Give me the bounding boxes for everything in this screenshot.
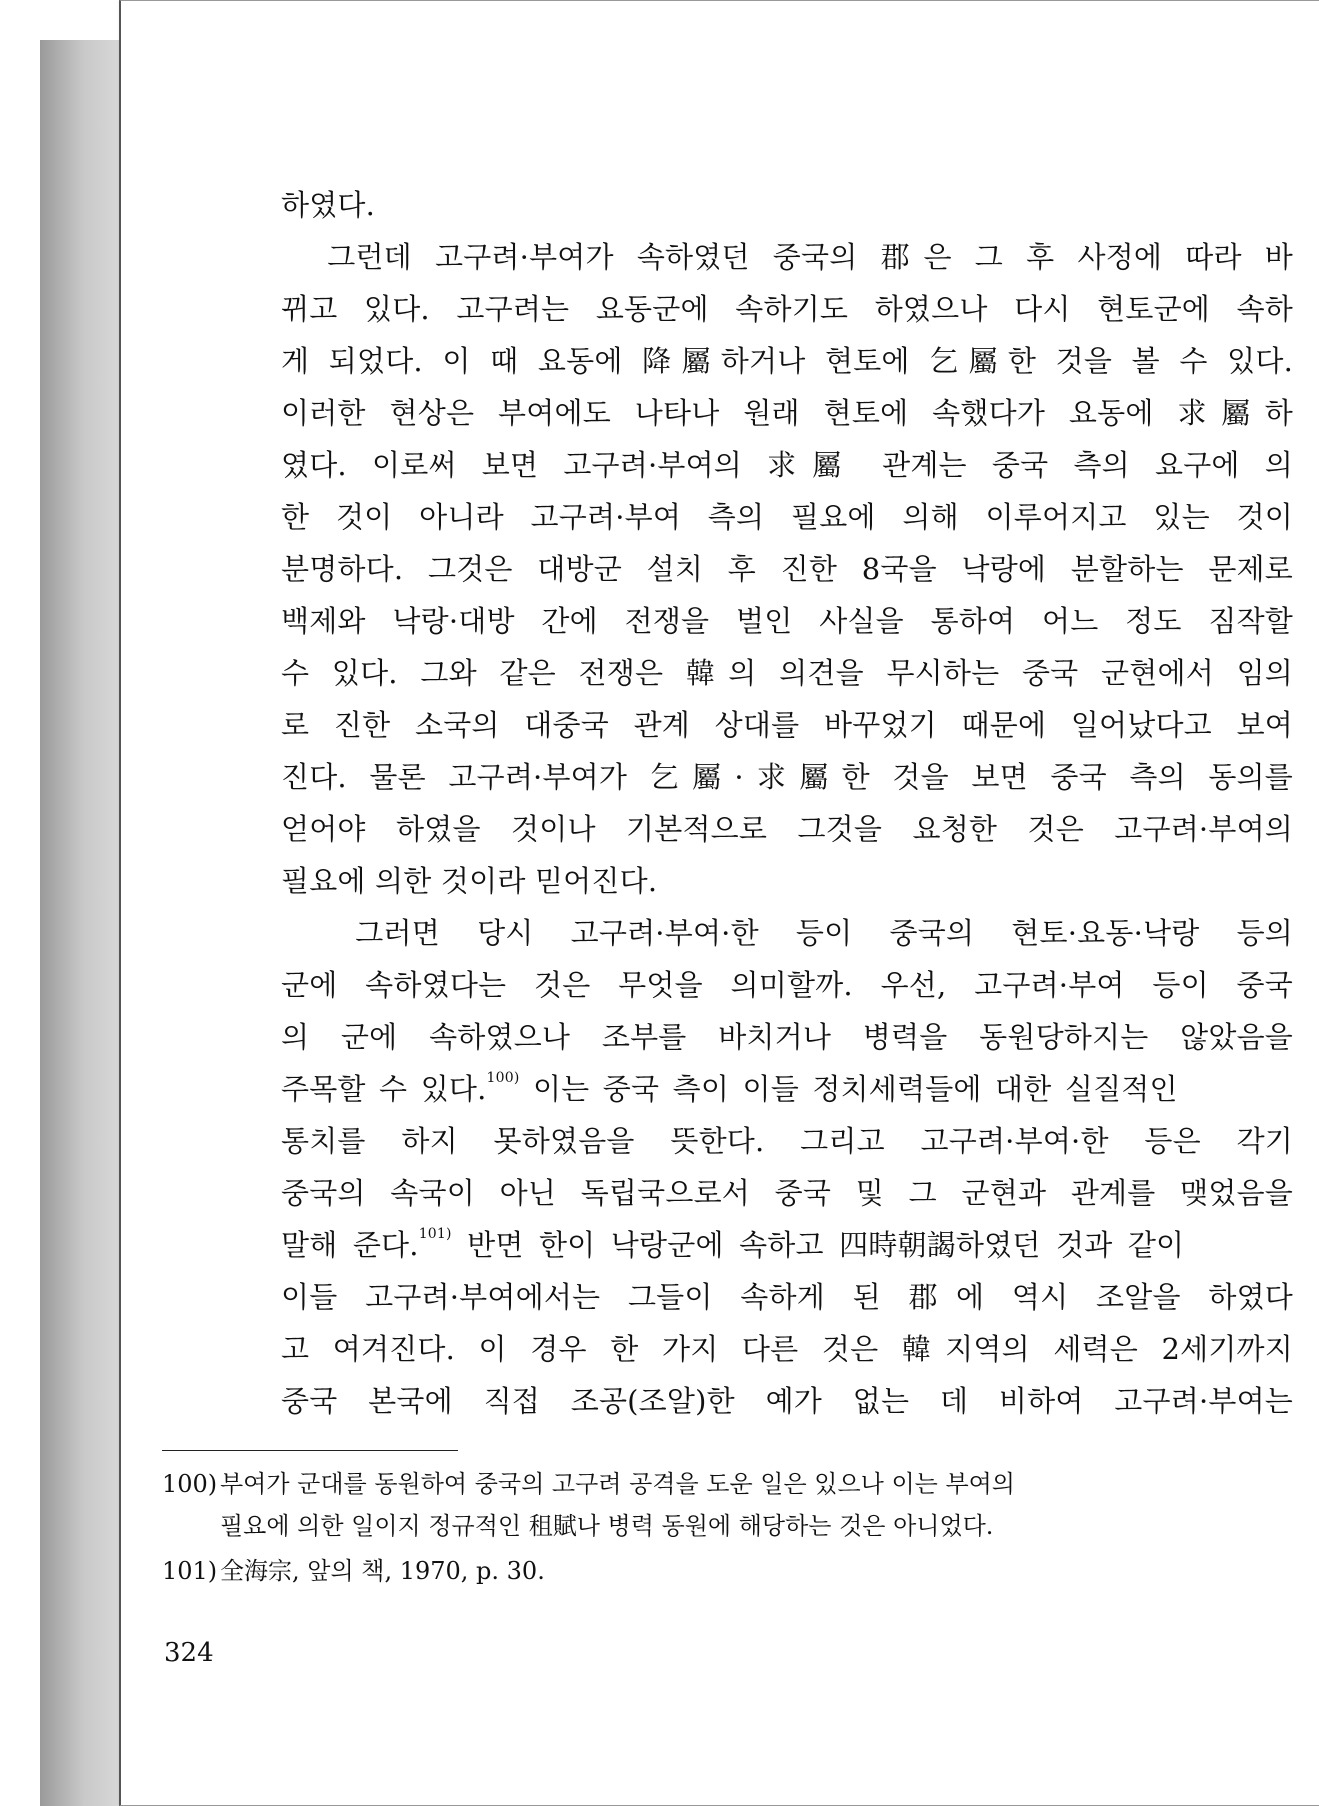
body-line-with-footnote-101: [281, 1219, 1293, 1271]
body-text-segment: 반면 한이 낙랑군에 속하고 四時朝謁하였던 것과 같이: [451, 1228, 1185, 1262]
body-line: 이러한 현상은 부여에도 나타나 원래 현토에 속했다가 요동에 求屬하: [281, 396, 1293, 430]
footnote-text: 부여가 군대를 동원하여 중국의 고구려 공격을 도운 일은 있으나 이는 부여의: [220, 1470, 1015, 1498]
body-line-with-footnote-100: [281, 1063, 1293, 1115]
body-text-segment: 이는 중국 측이 이들 정치세력들에 대한 실질적인: [519, 1072, 1178, 1106]
body-line: 뀌고 있다. 고구려는 요동군에 속하기도 하였으나 다시 현토군에 속하: [281, 292, 1293, 326]
body-text-segment: 말해 준다.: [281, 1228, 419, 1262]
body-text-segment: 주목할 수 있다.: [281, 1072, 487, 1106]
page-number: 324: [164, 1638, 214, 1668]
footnote-text: 全海宗, 앞의 책, 1970, p. 30.: [220, 1557, 545, 1585]
body-line: 하였다.: [281, 188, 376, 222]
body-line: 였다. 이로써 보면 고구려·부여의 求屬 관계는 중국 측의 요구에 의: [281, 448, 1293, 482]
body-line: 통치를 하지 못하였음을 뜻한다. 그리고 고구려·부여·한 등은 각기: [281, 1124, 1293, 1158]
body-line: 그런데 고구려·부여가 속하였던 중국의 郡은 그 후 사정에 따라 바: [281, 240, 1293, 274]
body-line: 한 것이 아니라 고구려·부여 측의 필요에 의해 이루어지고 있는 것이: [281, 500, 1293, 534]
body-line: 수 있다. 그와 같은 전쟁은 韓의 의견을 무시하는 중국 군현에서 임의: [281, 656, 1293, 690]
footnote-number: 100): [162, 1470, 218, 1498]
body-line: 그러면 당시 고구려·부여·한 등이 중국의 현토·요동·낙랑 등의: [281, 916, 1293, 950]
footnote-number: 101): [162, 1557, 218, 1585]
body-line: 진다. 물론 고구려·부여가 乞屬·求屬한 것을 보면 중국 측의 동의를: [281, 760, 1293, 794]
footnote-ref-101[interactable]: 101): [418, 1226, 452, 1242]
body-line: 고 여겨진다. 이 경우 한 가지 다른 것은 韓지역의 세력은 2세기까지: [281, 1332, 1293, 1366]
body-line: 분명하다. 그것은 대방군 설치 후 진한 8국을 낙랑에 분할하는 문제로: [281, 552, 1293, 586]
body-line: 군에 속하였다는 것은 무엇을 의미할까. 우선, 고구려·부여 등이 중국: [281, 968, 1293, 1002]
footnote-100-continued: 필요에 의한 일이지 정규적인 租賦나 병력 동원에 해당하는 것은 아니었다.: [220, 1512, 994, 1540]
body-line: 얻어야 하였을 것이나 기본적으로 그것을 요청한 것은 고구려·부여의: [281, 812, 1293, 846]
footnote-100: [162, 1466, 1172, 1502]
footnote-divider: [162, 1450, 458, 1451]
book-spine: [40, 40, 121, 1806]
body-line: 로 진한 소국의 대중국 관계 상대를 바꾸었기 때문에 일어났다고 보여: [281, 708, 1293, 742]
footnote-101: [162, 1553, 1172, 1589]
body-line: 중국 본국에 직접 조공(조알)한 예가 없는 데 비하여 고구려·부여는: [281, 1384, 1293, 1418]
body-text: [281, 179, 1293, 1427]
body-line: 백제와 낙랑·대방 간에 전쟁을 벌인 사실을 통하여 어느 정도 짐작할: [281, 604, 1293, 638]
body-line: 필요에 의한 것이라 믿어진다.: [281, 864, 658, 898]
body-line: 의 군에 속하였으나 조부를 바치거나 병력을 동원당하지는 않았음을: [281, 1020, 1293, 1054]
body-line: 이들 고구려·부여에서는 그들이 속하게 된 郡에 역시 조알을 하였다: [281, 1280, 1293, 1314]
body-line: 중국의 속국이 아닌 독립국으로서 중국 및 그 군현과 관계를 맺었음을: [281, 1176, 1293, 1210]
footnote-ref-100[interactable]: 100): [486, 1070, 520, 1086]
body-line: 게 되었다. 이 때 요동에 降屬하거나 현토에 乞屬한 것을 볼 수 있다.: [281, 344, 1293, 378]
